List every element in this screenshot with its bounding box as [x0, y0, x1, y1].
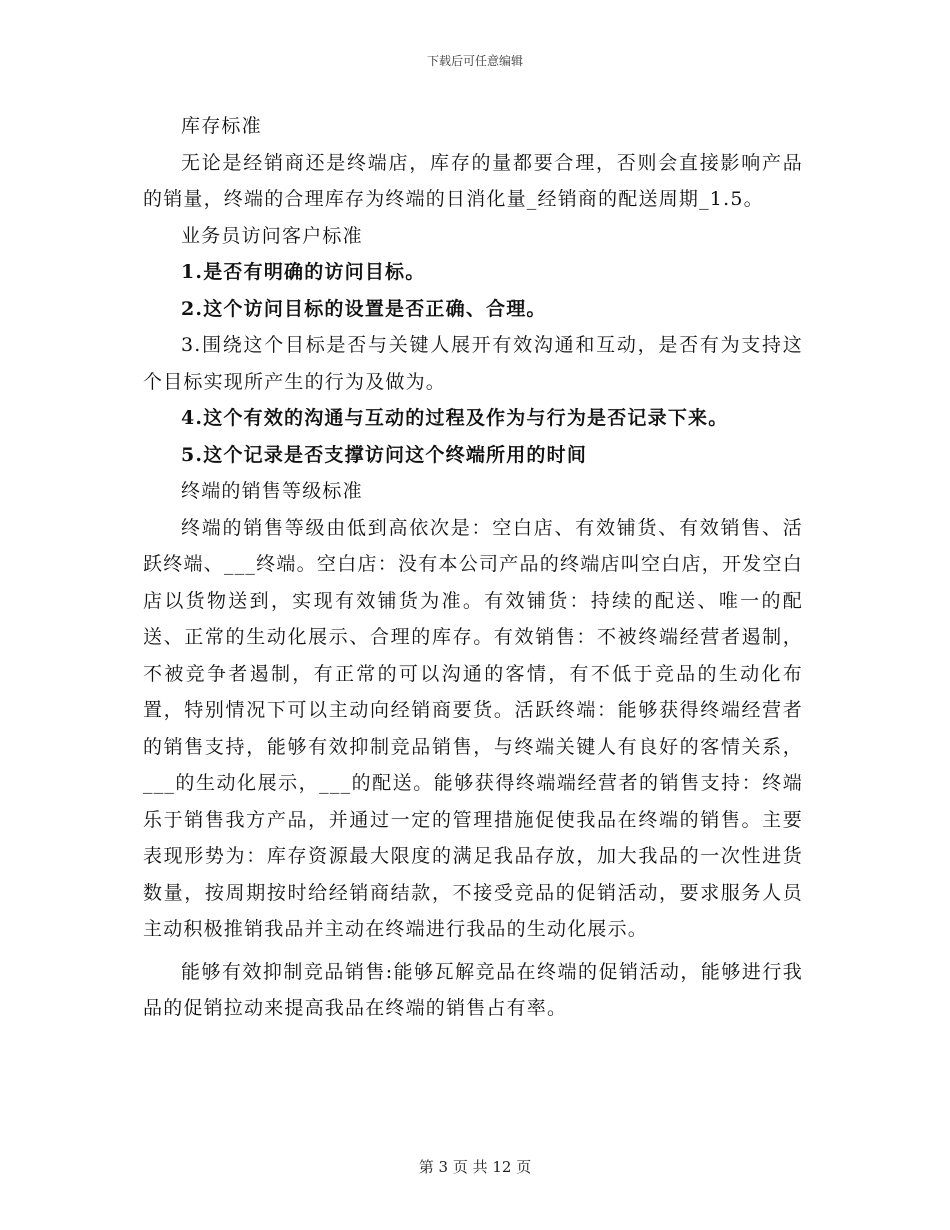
visit-item-5: 5.这个记录是否支撑访问这个终端所用的时间	[181, 443, 588, 466]
section-heading-inventory: 库存标准	[181, 115, 262, 137]
paragraph-suppress-competitors: 能够有效抑制竞品销售:能够瓦解竞品在终端的促销活动，能够进行我品的促销拉动来提高我品在终端的销售占有率。	[143, 960, 803, 1019]
visit-item-4: 4.这个有效的沟通与互动的过程及作为与行为是否记录下来。	[181, 407, 729, 429]
visit-item-3: 3.围绕这个目标是否与关键人展开有效沟通和互动，是否有为支持这个目标实现所产生的行为及做为。	[143, 334, 803, 393]
section-heading-sales-level: 终端的销售等级标准	[181, 480, 363, 502]
paragraph-inventory: 无论是经销商还是终端店，库存的量都要合理，否则会直接影响产品的销量，终端的合理库存为终端的日消化量_经销商的配送周期_1.5。	[143, 151, 803, 210]
document-body	[143, 108, 803, 1027]
page-header: 下载后可任意编辑	[426, 54, 523, 68]
visit-item-2: 2.这个访问目标的设置是否正确、合理。	[181, 297, 547, 320]
visit-item-1: 1.是否有明确的访问目标。	[181, 261, 426, 283]
page-number: 第 3 页 共 12 页	[418, 1158, 532, 1176]
paragraph-sales-level: 终端的销售等级由低到高依次是：空白店、有效铺货、有效销售、活跃终端、___终端。空白店：没有本公司产品的终端店叫空白店，开发空白店以货物送到，实现有效铺货为准。有效铺货：持续的配送、唯一的配送、正常的生动化展示、合理的库存。有效销售：不被终端经营者遏制，不被竞争者遏制，有正常的可以沟通的客情，有不低于竞品的生动化布置，特别情况下可以主动向经销商要货。活跃终端：能够获得终端经营者的销售支持，能够有效抑制竞品销售，与终端关键人有良好的客情关系，___的生动化展示，___的配送。能够获得终端端经营者的销售支持：终端乐于销售我方产品，并通过一定的管理措施促使我品在终端的销售。主要表现形势为：库存资源最大限度的满足我品存放，加大我品的一次性进货数量，按周期按时给经销商结款，不接受竞品的促销活动，要求服务人员主动积极推销我品并主动在终端进行我品的生动化展示。	[143, 516, 803, 940]
section-heading-visit: 业务员访问客户标准	[181, 224, 363, 247]
